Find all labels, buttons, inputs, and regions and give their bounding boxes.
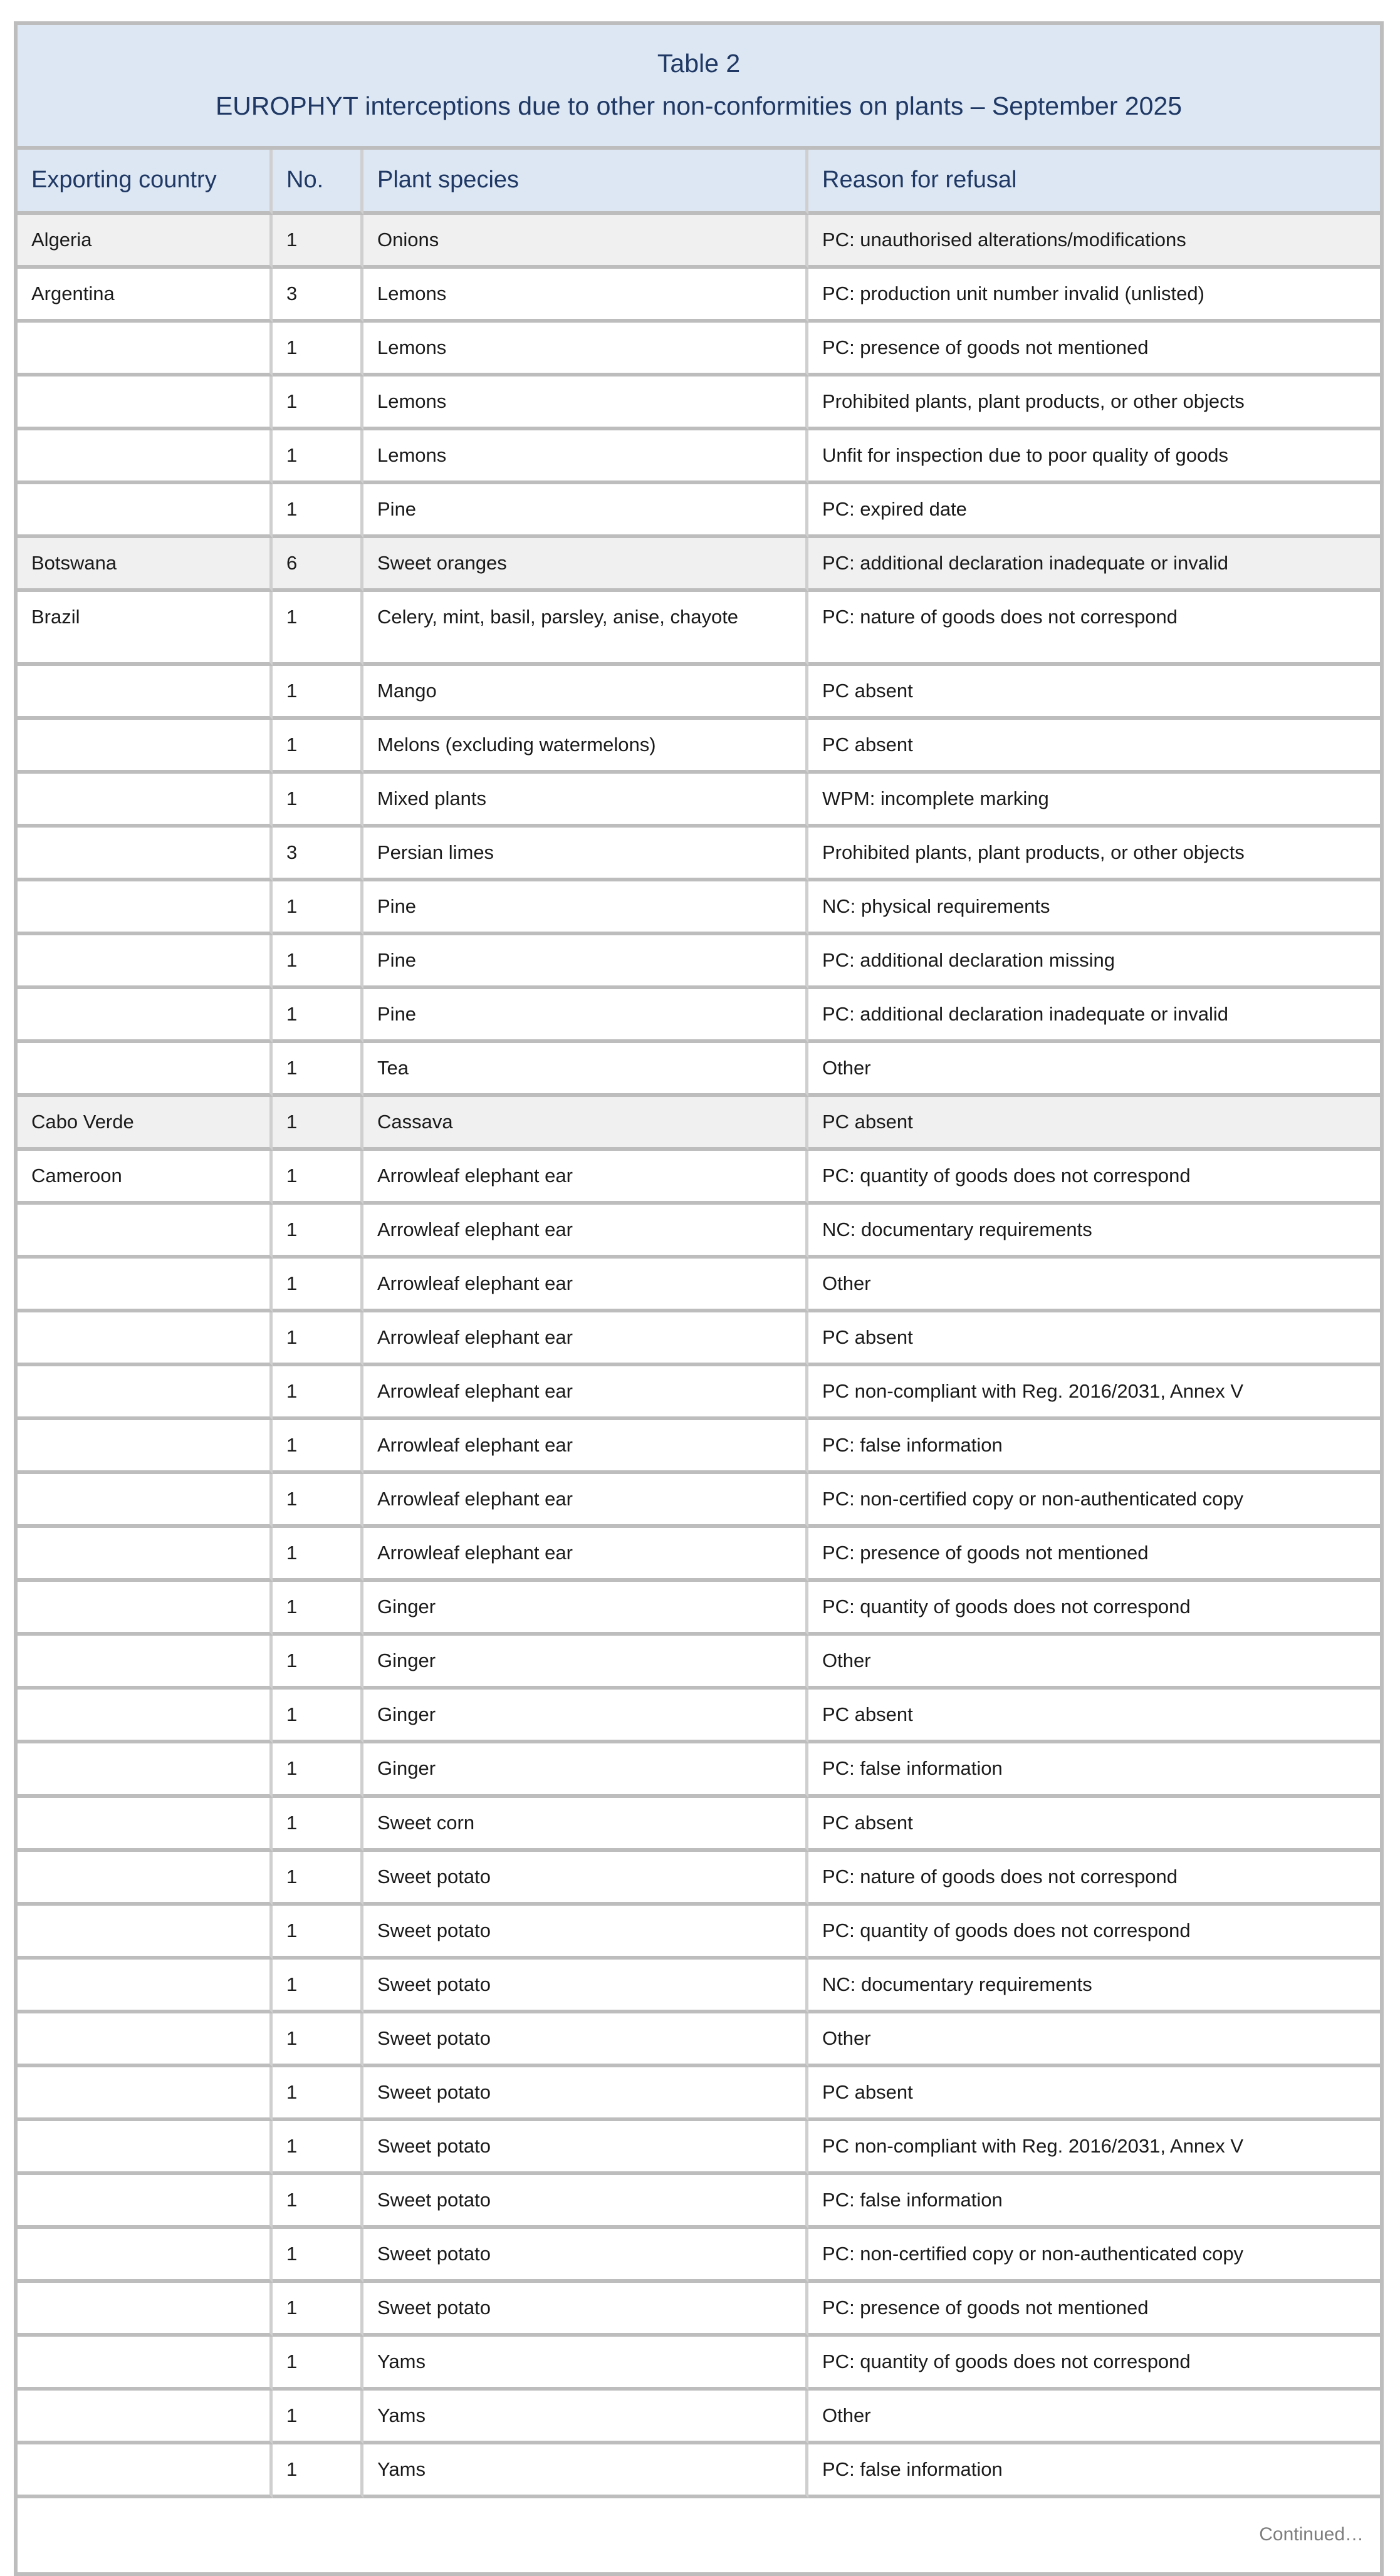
cell-no: 1 xyxy=(273,2444,363,2498)
cell-reason-for-refusal: PC absent xyxy=(808,666,1384,720)
cell-no: 1 xyxy=(273,1043,363,1097)
cell-plant-species: Arrowleaf elephant ear xyxy=(363,1474,808,1528)
table-header-row xyxy=(14,150,1384,215)
cell-no: 1 xyxy=(273,2337,363,2391)
table-row xyxy=(14,828,1384,881)
table-row xyxy=(14,1798,1384,1852)
cell-plant-species: Tea xyxy=(363,1043,808,1097)
cell-exporting-country xyxy=(14,2067,273,2121)
table-row xyxy=(14,1474,1384,1528)
cell-reason-for-refusal: PC: presence of goods not mentioned xyxy=(808,2283,1384,2337)
cell-no: 1 xyxy=(273,1852,363,1906)
cell-no: 1 xyxy=(273,881,363,935)
cell-exporting-country xyxy=(14,828,273,881)
cell-exporting-country: Argentina xyxy=(14,269,273,323)
cell-no: 1 xyxy=(273,720,363,774)
table-row xyxy=(14,2013,1384,2067)
table-row xyxy=(14,377,1384,430)
cell-plant-species: Persian limes xyxy=(363,828,808,881)
cell-plant-species: Yams xyxy=(363,2337,808,2391)
table-row xyxy=(14,323,1384,377)
cell-reason-for-refusal: PC absent xyxy=(808,1798,1384,1852)
cell-reason-for-refusal: PC: false information xyxy=(808,2444,1384,2498)
cell-reason-for-refusal: PC: nature of goods does not correspond xyxy=(808,1852,1384,1906)
cell-no: 1 xyxy=(273,2229,363,2283)
cell-plant-species: Yams xyxy=(363,2391,808,2444)
cell-no: 3 xyxy=(273,269,363,323)
table-title xyxy=(14,21,1384,150)
cell-plant-species: Arrowleaf elephant ear xyxy=(363,1205,808,1259)
table-footer-row xyxy=(14,2498,1384,2576)
continued-note: Continued… xyxy=(14,2498,1384,2576)
cell-plant-species: Lemons xyxy=(363,269,808,323)
cell-plant-species: Arrowleaf elephant ear xyxy=(363,1151,808,1205)
table-row xyxy=(14,215,1384,269)
cell-reason-for-refusal: PC: quantity of goods does not correspond xyxy=(808,2337,1384,2391)
cell-plant-species: Arrowleaf elephant ear xyxy=(363,1366,808,1420)
cell-no: 1 xyxy=(273,215,363,269)
cell-no: 1 xyxy=(273,1690,363,1743)
table-row xyxy=(14,1582,1384,1636)
cell-reason-for-refusal: Other xyxy=(808,1259,1384,1312)
cell-no: 3 xyxy=(273,828,363,881)
cell-reason-for-refusal: PC: presence of goods not mentioned xyxy=(808,1528,1384,1582)
cell-exporting-country xyxy=(14,1636,273,1690)
cell-no: 1 xyxy=(273,2391,363,2444)
cell-reason-for-refusal: Other xyxy=(808,1636,1384,1690)
cell-no: 1 xyxy=(273,1528,363,1582)
cell-reason-for-refusal: Prohibited plants, plant products, or other objects xyxy=(808,828,1384,881)
cell-plant-species: Sweet potato xyxy=(363,1852,808,1906)
cell-reason-for-refusal: PC: false information xyxy=(808,2175,1384,2229)
cell-plant-species: Lemons xyxy=(363,323,808,377)
cell-reason-for-refusal: PC: additional declaration inadequate or invalid xyxy=(808,538,1384,592)
table-row xyxy=(14,989,1384,1043)
cell-reason-for-refusal: WPM: incomplete marking xyxy=(808,774,1384,828)
cell-exporting-country xyxy=(14,989,273,1043)
table-row xyxy=(14,1960,1384,2013)
table-row xyxy=(14,2444,1384,2498)
table-row xyxy=(14,1690,1384,1743)
cell-reason-for-refusal: PC: false information xyxy=(808,1420,1384,1474)
cell-plant-species: Ginger xyxy=(363,1690,808,1743)
table-row xyxy=(14,881,1384,935)
cell-exporting-country xyxy=(14,720,273,774)
cell-reason-for-refusal: PC absent xyxy=(808,1097,1384,1151)
table-row xyxy=(14,2121,1384,2175)
cell-plant-species: Lemons xyxy=(363,430,808,484)
cell-no: 1 xyxy=(273,592,363,666)
table-row xyxy=(14,538,1384,592)
table-row xyxy=(14,1205,1384,1259)
cell-no: 1 xyxy=(273,989,363,1043)
cell-reason-for-refusal: PC absent xyxy=(808,1690,1384,1743)
cell-plant-species: Ginger xyxy=(363,1582,808,1636)
cell-reason-for-refusal: PC absent xyxy=(808,2067,1384,2121)
cell-exporting-country xyxy=(14,2013,273,2067)
cell-plant-species: Sweet oranges xyxy=(363,538,808,592)
cell-exporting-country xyxy=(14,2229,273,2283)
cell-exporting-country xyxy=(14,1743,273,1797)
cell-plant-species: Arrowleaf elephant ear xyxy=(363,1312,808,1366)
cell-no: 1 xyxy=(273,1798,363,1852)
table-row xyxy=(14,1366,1384,1420)
cell-exporting-country xyxy=(14,430,273,484)
cell-exporting-country xyxy=(14,2337,273,2391)
cell-plant-species: Sweet potato xyxy=(363,1906,808,1960)
cell-exporting-country xyxy=(14,1205,273,1259)
cell-reason-for-refusal: Other xyxy=(808,2391,1384,2444)
cell-no: 1 xyxy=(273,323,363,377)
cell-exporting-country xyxy=(14,1852,273,1906)
cell-reason-for-refusal: Unfit for inspection due to poor quality of goods xyxy=(808,430,1384,484)
table-body xyxy=(14,215,1384,2498)
cell-reason-for-refusal: PC: production unit number invalid (unlisted) xyxy=(808,269,1384,323)
table-row xyxy=(14,2337,1384,2391)
cell-plant-species: Sweet potato xyxy=(363,2121,808,2175)
cell-exporting-country xyxy=(14,1259,273,1312)
table-row xyxy=(14,1636,1384,1690)
cell-plant-species: Mixed plants xyxy=(363,774,808,828)
cell-exporting-country xyxy=(14,666,273,720)
cell-exporting-country xyxy=(14,881,273,935)
cell-no: 1 xyxy=(273,1366,363,1420)
table-row xyxy=(14,1097,1384,1151)
table-row xyxy=(14,1906,1384,1960)
column-header-no: No. xyxy=(273,150,363,215)
cell-no: 1 xyxy=(273,430,363,484)
cell-plant-species: Pine xyxy=(363,881,808,935)
cell-no: 1 xyxy=(273,1582,363,1636)
cell-reason-for-refusal: PC: additional declaration inadequate or invalid xyxy=(808,989,1384,1043)
cell-no: 1 xyxy=(273,2175,363,2229)
table-row xyxy=(14,774,1384,828)
cell-exporting-country xyxy=(14,1582,273,1636)
cell-reason-for-refusal: PC: additional declaration missing xyxy=(808,935,1384,989)
cell-plant-species: Sweet potato xyxy=(363,2229,808,2283)
cell-exporting-country xyxy=(14,1960,273,2013)
table-row xyxy=(14,2175,1384,2229)
cell-plant-species: Arrowleaf elephant ear xyxy=(363,1528,808,1582)
table-container xyxy=(14,21,1384,2576)
table-row xyxy=(14,935,1384,989)
table-title-line-2: EUROPHYT interceptions due to other non-conformities on plants – September 2025 xyxy=(215,91,1183,121)
table-row xyxy=(14,2229,1384,2283)
cell-no: 1 xyxy=(273,1960,363,2013)
table-row xyxy=(14,430,1384,484)
cell-reason-for-refusal: PC: quantity of goods does not correspond xyxy=(808,1151,1384,1205)
cell-no: 6 xyxy=(273,538,363,592)
cell-exporting-country xyxy=(14,935,273,989)
cell-reason-for-refusal: PC: nature of goods does not correspond xyxy=(808,592,1384,666)
cell-no: 1 xyxy=(273,1743,363,1797)
cell-exporting-country xyxy=(14,2444,273,2498)
table-row xyxy=(14,1420,1384,1474)
cell-reason-for-refusal: PC: quantity of goods does not correspond xyxy=(808,1582,1384,1636)
table-row xyxy=(14,269,1384,323)
table-row xyxy=(14,666,1384,720)
table-row xyxy=(14,1151,1384,1205)
column-header-exporting-country: Exporting country xyxy=(14,150,273,215)
cell-exporting-country xyxy=(14,2121,273,2175)
cell-exporting-country xyxy=(14,377,273,430)
cell-exporting-country xyxy=(14,1798,273,1852)
table-title-row xyxy=(14,21,1384,150)
table-row xyxy=(14,1043,1384,1097)
cell-reason-for-refusal: NC: physical requirements xyxy=(808,881,1384,935)
cell-no: 1 xyxy=(273,774,363,828)
cell-plant-species: Pine xyxy=(363,989,808,1043)
table-row xyxy=(14,2391,1384,2444)
table-row xyxy=(14,1312,1384,1366)
cell-reason-for-refusal: PC non-compliant with Reg. 2016/2031, Annex V xyxy=(808,1366,1384,1420)
cell-plant-species: Melons (excluding watermelons) xyxy=(363,720,808,774)
cell-no: 1 xyxy=(273,1151,363,1205)
cell-no: 1 xyxy=(273,666,363,720)
cell-exporting-country xyxy=(14,484,273,538)
cell-no: 1 xyxy=(273,1259,363,1312)
cell-exporting-country: Cameroon xyxy=(14,1151,273,1205)
cell-reason-for-refusal: Other xyxy=(808,1043,1384,1097)
cell-plant-species: Sweet potato xyxy=(363,1960,808,2013)
cell-no: 1 xyxy=(273,1312,363,1366)
cell-exporting-country xyxy=(14,1474,273,1528)
cell-plant-species: Pine xyxy=(363,935,808,989)
cell-reason-for-refusal: PC: non-certified copy or non-authenticated copy xyxy=(808,2229,1384,2283)
cell-plant-species: Arrowleaf elephant ear xyxy=(363,1420,808,1474)
cell-plant-species: Ginger xyxy=(363,1743,808,1797)
cell-exporting-country xyxy=(14,2175,273,2229)
cell-plant-species: Sweet potato xyxy=(363,2067,808,2121)
cell-plant-species: Lemons xyxy=(363,377,808,430)
table-row xyxy=(14,1528,1384,1582)
cell-no: 1 xyxy=(273,1205,363,1259)
cell-no: 1 xyxy=(273,377,363,430)
europhyt-interceptions-table xyxy=(14,21,1384,2576)
cell-plant-species: Onions xyxy=(363,215,808,269)
cell-exporting-country xyxy=(14,2391,273,2444)
table-row xyxy=(14,1743,1384,1797)
cell-no: 1 xyxy=(273,2067,363,2121)
cell-plant-species: Ginger xyxy=(363,1636,808,1690)
table-row xyxy=(14,2067,1384,2121)
table-row xyxy=(14,2283,1384,2337)
cell-plant-species: Celery, mint, basil, parsley, anise, chayote xyxy=(363,592,808,666)
cell-reason-for-refusal: NC: documentary requirements xyxy=(808,1960,1384,2013)
cell-no: 1 xyxy=(273,935,363,989)
cell-no: 1 xyxy=(273,1636,363,1690)
cell-reason-for-refusal: PC: unauthorised alterations/modifications xyxy=(808,215,1384,269)
cell-no: 1 xyxy=(273,2283,363,2337)
cell-exporting-country xyxy=(14,1366,273,1420)
table-row xyxy=(14,592,1384,666)
cell-exporting-country xyxy=(14,1043,273,1097)
cell-no: 1 xyxy=(273,2121,363,2175)
cell-exporting-country xyxy=(14,1312,273,1366)
cell-no: 1 xyxy=(273,1420,363,1474)
cell-no: 1 xyxy=(273,2013,363,2067)
table-row xyxy=(14,1259,1384,1312)
cell-no: 1 xyxy=(273,1906,363,1960)
cell-reason-for-refusal: NC: documentary requirements xyxy=(808,1205,1384,1259)
column-header-plant-species: Plant species xyxy=(363,150,808,215)
cell-no: 1 xyxy=(273,1097,363,1151)
cell-exporting-country xyxy=(14,1528,273,1582)
cell-exporting-country: Botswana xyxy=(14,538,273,592)
cell-exporting-country: Algeria xyxy=(14,215,273,269)
cell-exporting-country xyxy=(14,2283,273,2337)
cell-plant-species: Mango xyxy=(363,666,808,720)
cell-exporting-country xyxy=(14,1690,273,1743)
cell-reason-for-refusal: PC absent xyxy=(808,1312,1384,1366)
cell-exporting-country: Brazil xyxy=(14,592,273,666)
cell-plant-species: Sweet corn xyxy=(363,1798,808,1852)
cell-plant-species: Sweet potato xyxy=(363,2013,808,2067)
cell-exporting-country: Cabo Verde xyxy=(14,1097,273,1151)
cell-plant-species: Cassava xyxy=(363,1097,808,1151)
cell-reason-for-refusal: PC: quantity of goods does not correspond xyxy=(808,1906,1384,1960)
cell-reason-for-refusal: PC: false information xyxy=(808,1743,1384,1797)
cell-exporting-country xyxy=(14,1906,273,1960)
cell-plant-species: Sweet potato xyxy=(363,2283,808,2337)
cell-reason-for-refusal: Other xyxy=(808,2013,1384,2067)
table-row xyxy=(14,720,1384,774)
cell-reason-for-refusal: PC: presence of goods not mentioned xyxy=(808,323,1384,377)
cell-reason-for-refusal: PC absent xyxy=(808,720,1384,774)
cell-exporting-country xyxy=(14,323,273,377)
cell-plant-species: Sweet potato xyxy=(363,2175,808,2229)
cell-exporting-country xyxy=(14,774,273,828)
table-row xyxy=(14,1852,1384,1906)
cell-plant-species: Yams xyxy=(363,2444,808,2498)
table-row xyxy=(14,484,1384,538)
cell-no: 1 xyxy=(273,484,363,538)
table-foot xyxy=(14,2498,1384,2576)
cell-reason-for-refusal: PC: non-certified copy or non-authenticated copy xyxy=(808,1474,1384,1528)
cell-reason-for-refusal: PC: expired date xyxy=(808,484,1384,538)
cell-plant-species: Arrowleaf elephant ear xyxy=(363,1259,808,1312)
cell-reason-for-refusal: Prohibited plants, plant products, or other objects xyxy=(808,377,1384,430)
table-head xyxy=(14,21,1384,215)
table-title-line-1: Table 2 xyxy=(657,49,741,78)
column-header-reason-for-refusal: Reason for refusal xyxy=(808,150,1384,215)
cell-plant-species: Pine xyxy=(363,484,808,538)
cell-reason-for-refusal: PC non-compliant with Reg. 2016/2031, Annex V xyxy=(808,2121,1384,2175)
cell-exporting-country xyxy=(14,1420,273,1474)
cell-no: 1 xyxy=(273,1474,363,1528)
